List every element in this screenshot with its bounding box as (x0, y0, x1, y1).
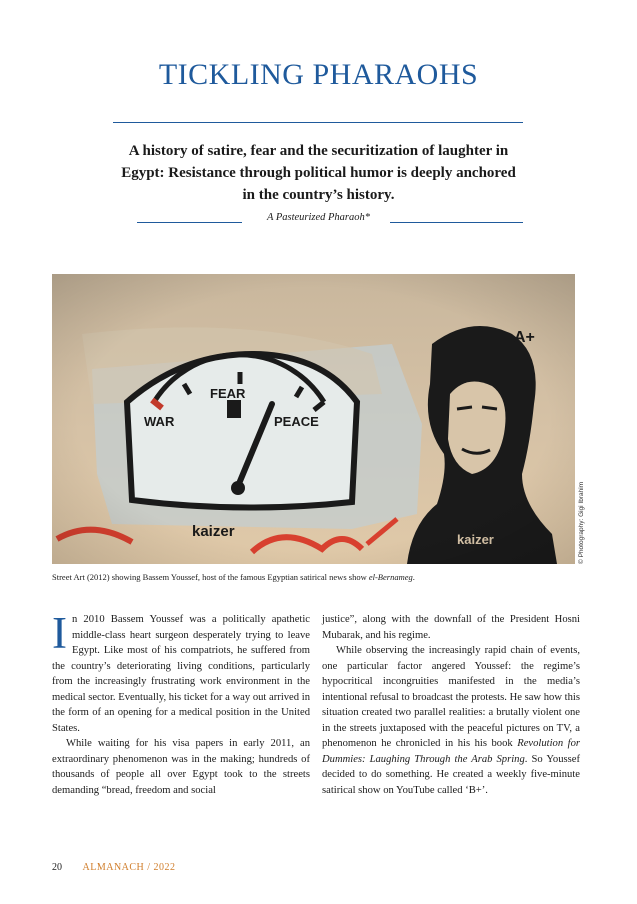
paragraph-1 (52, 608, 310, 736)
article-column-right (322, 612, 580, 798)
book-title: Revolution for Dummies: Laughing Through the Arab Spring (322, 738, 581, 765)
drop-cap: I (52, 608, 67, 658)
page-footer (52, 862, 176, 873)
paragraph-2: While waiting for his visa papers in early 2011, an extraordinary phenomenon was in the making; hundreds of thousands of people all over Egypt took to the streets demanding “bread, freedom and social (52, 738, 310, 796)
street-art-photo (52, 274, 575, 564)
photo-caption (52, 572, 415, 582)
paragraph-2-continued: justice”, along with the downfall of the President Hosni Mubarak, and his regime. (322, 614, 580, 641)
paragraph-3-text-b: . So Youssef decided to do something. He created a weekly five-minute satirical show on YouTube called ‘B+’. (322, 753, 580, 796)
photo-credit-text: © Photography: Gigi Ibrahim (578, 481, 585, 564)
street-art-image (52, 274, 575, 564)
author-byline: A Pasteurized Pharaoh* (266, 212, 371, 223)
article-subtitle: A history of satire, fear and the securitization of laughter in Egypt: Resistance through political humor is deeply anchored in the country’s history. (121, 143, 516, 203)
caption-end: . (412, 572, 415, 582)
article-column-left (52, 608, 310, 798)
author-rule-right (390, 222, 523, 223)
paragraph-3 (322, 643, 580, 798)
title-rule (113, 122, 523, 123)
magazine-name: ALMANACH / 2022 (82, 862, 176, 873)
paragraph-3-text-a: While observing the increasingly rapid chain of events, one particular factor angered Youssef: the regime’s hypocritical incongruities manifested in the media’s intentional refusal to broadcast the protests. He saw how this situation created two parallel realities: a brutally violent one in the streets juxtaposed with the peaceful pictures on TV, a phenomenon he chronicled in his his book (322, 645, 580, 749)
paragraph-1-text: n 2010 Bassem Youssef was a politically apathetic middle-class heart surgeon desperately trying to leave Egypt. Like most of his compatriots, he suffered from the country’s deteriorating living conditions, particularly from the increasingly frustrating work environment in the medical sector. Eventually, his ticket for a way out arrived in the form of an opening for a medical position in the United States. (52, 614, 310, 734)
page-number: 20 (52, 862, 62, 873)
article-title: TICKLING PHARAOHS (158, 58, 479, 91)
caption-show-title: el-Bernameg (368, 572, 413, 582)
caption-text: Street Art (2012) showing Bassem Youssef, host of the famous Egyptian satirical news show (52, 572, 369, 582)
